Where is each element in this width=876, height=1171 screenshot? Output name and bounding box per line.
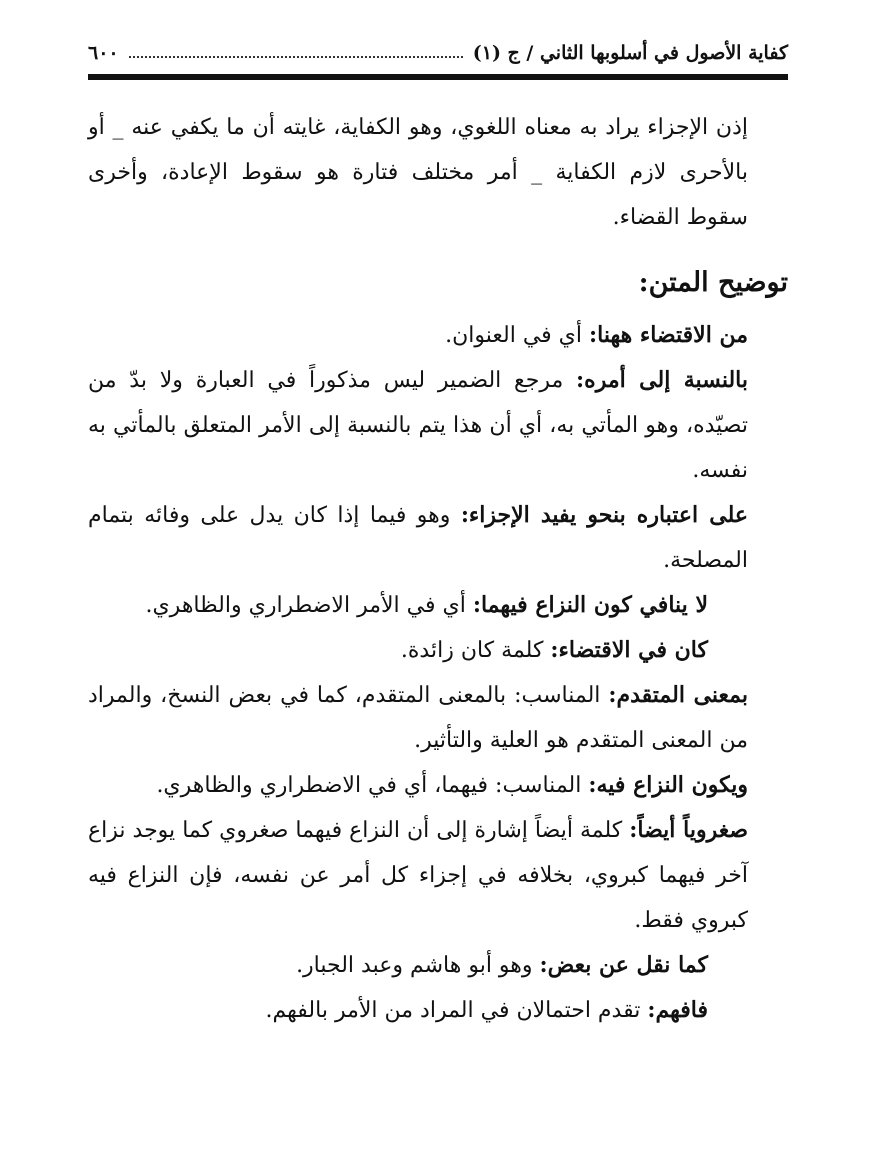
entry-text: كلمة أيضاً إشارة إلى أن النزاع فيهما صغروي كما يوجد نزاع آخر فيهما كبروي، بخلافه في إجزاء كل أمر عن نفسه، فإن النزاع فيه كبروي فقط. bbox=[88, 818, 748, 933]
entry-paragraph bbox=[88, 628, 788, 673]
entry-paragraph bbox=[88, 673, 788, 763]
entry-term: صغروياً أيضاً: bbox=[629, 817, 748, 843]
entry-text: أي في الأمر الاضطراري والظاهري. bbox=[145, 593, 473, 618]
section-title: توضيح المتن: bbox=[638, 267, 788, 298]
entry-paragraph bbox=[88, 583, 788, 628]
intro-paragraph: إذن الإجزاء يراد به معناه اللغوي، وهو الكفاية، غايته أن ما يكفي عنه _ أو بالأحرى لازم الكفاية _ أمر مختلف فتارة هو سقوط الإعادة، وأخرى سقوط القضاء. bbox=[88, 115, 748, 230]
entry-text: وهو فيما إذا كان يدل على وفائه بتمام المصلحة. bbox=[88, 503, 748, 573]
entry-paragraph bbox=[88, 358, 788, 493]
entry-term: لا ينافي كون النزاع فيهما: bbox=[472, 592, 708, 618]
entry-term: كما نقل عن بعض: bbox=[539, 952, 708, 978]
entry-term: على اعتباره بنحو يفيد الإجزاء: bbox=[460, 502, 748, 528]
entry-paragraph bbox=[88, 988, 788, 1033]
entry-paragraph bbox=[88, 943, 788, 988]
entry-term: ويكون النزاع فيه: bbox=[588, 772, 748, 798]
header-rule bbox=[88, 74, 788, 80]
entry-term: كان في الاقتضاء: bbox=[550, 637, 708, 663]
entry-paragraph bbox=[88, 808, 788, 943]
entry-term: بمعنى المتقدم: bbox=[608, 682, 748, 708]
entry-text: كلمة كان زائدة. bbox=[400, 638, 551, 663]
entry-paragraph bbox=[88, 493, 788, 583]
entry-term: من الاقتضاء ههنا: bbox=[589, 322, 748, 348]
entry-term: بالنسبة إلى أمره: bbox=[576, 367, 748, 393]
entry-text: المناسب: بالمعنى المتقدم، كما في بعض النسخ، والمراد من المعنى المتقدم هو العلية والتأثير. bbox=[88, 683, 748, 753]
book-title: كفاية الأصول في أسلوبها الثاني / ج (١) bbox=[472, 42, 788, 64]
entry-text: المناسب: فيهما، أي في الاضطراري والظاهري. bbox=[156, 773, 589, 798]
page-body bbox=[88, 105, 788, 1033]
entry-paragraph bbox=[88, 313, 788, 358]
leader-dots bbox=[129, 56, 463, 58]
entry-paragraph bbox=[88, 763, 788, 808]
running-header bbox=[88, 34, 788, 64]
entry-text: مرجع الضمير ليس مذكوراً في العبارة ولا بدّ من تصيّده، وهو المأتي به، أي أن هذا يتم بالنسبة إلى الأمر المتعلق بالمأتي به نفسه. bbox=[88, 368, 748, 483]
entry-text: تقدم احتمالان في المراد من الأمر بالفهم. bbox=[265, 998, 648, 1023]
entry-term: فافهم: bbox=[647, 997, 708, 1023]
entry-text: أي في العنوان. bbox=[445, 323, 589, 348]
entry-text: وهو أبو هاشم وعبد الجبار. bbox=[296, 953, 540, 978]
page-number: ٦٠٠ bbox=[88, 42, 119, 64]
